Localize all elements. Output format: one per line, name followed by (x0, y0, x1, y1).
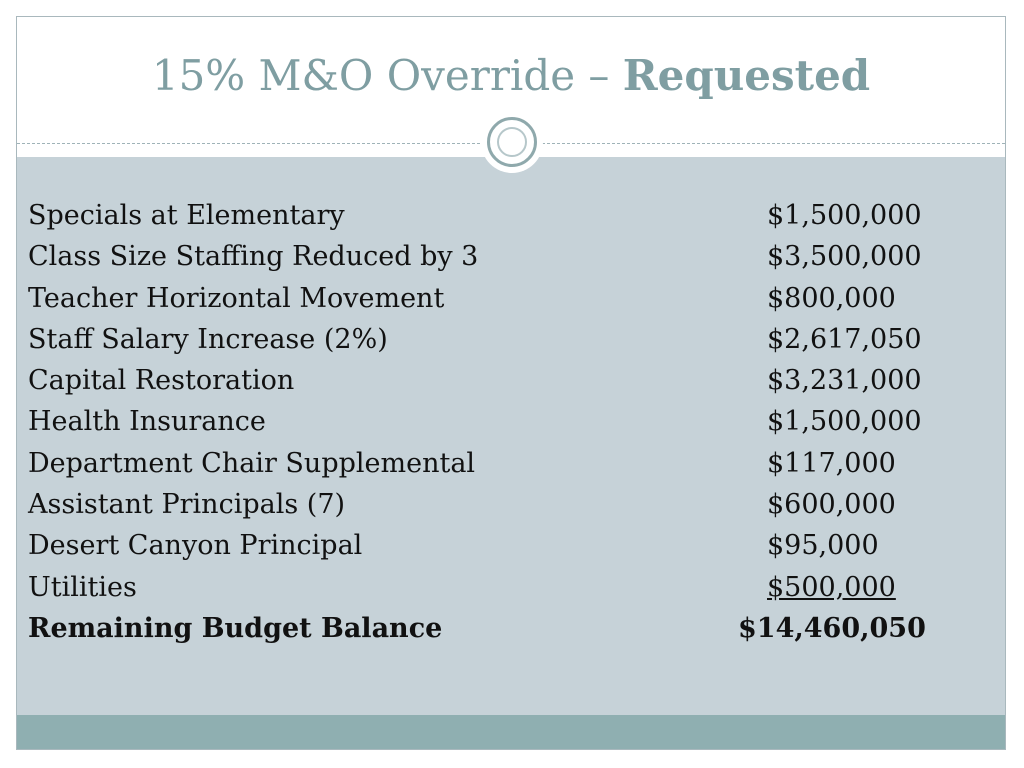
budget-row (28, 196, 948, 237)
budget-item-label: Health Insurance (28, 406, 266, 438)
title-regular: 15% M&O Override – (151, 51, 623, 100)
budget-total-label: Remaining Budget Balance (28, 612, 443, 644)
budget-row (28, 361, 948, 402)
budget-item-amount: $95,000 (767, 530, 879, 562)
budget-item-amount: $3,500,000 (767, 241, 922, 273)
budget-total-row (28, 609, 948, 650)
circle-ornament-inner (497, 127, 527, 157)
circle-ornament-icon (487, 117, 537, 167)
budget-row (28, 485, 948, 526)
budget-item-amount: $1,500,000 (767, 200, 922, 231)
budget-item-label: Class Size Staffing Reduced by 3 (28, 241, 479, 273)
budget-item-label: Desert Canyon Principal (28, 530, 363, 562)
budget-item-label: Teacher Horizontal Movement (28, 282, 445, 314)
bottom-band (17, 715, 1005, 750)
budget-list (28, 196, 948, 650)
budget-row (28, 402, 948, 443)
title-bold: Requested (622, 51, 871, 100)
budget-item-label: Utilities (28, 571, 137, 603)
budget-row (28, 568, 948, 609)
budget-row (28, 237, 948, 278)
budget-item-label: Assistant Principals (7) (28, 489, 346, 521)
budget-row (28, 526, 948, 567)
budget-item-label: Capital Restoration (28, 365, 295, 397)
budget-total-amount: $14,460,050 (738, 612, 926, 644)
budget-item-amount: $117,000 (767, 447, 896, 479)
budget-item-amount: $600,000 (767, 489, 896, 521)
budget-item-amount: $3,231,000 (767, 365, 922, 397)
budget-item-label: Department Chair Supplemental (28, 447, 476, 479)
budget-row (28, 444, 948, 485)
budget-row (28, 279, 948, 320)
budget-item-amount: $1,500,000 (767, 406, 922, 438)
budget-row (28, 320, 948, 361)
slide-title (17, 51, 1005, 100)
budget-item-amount: $800,000 (767, 282, 896, 314)
budget-item-amount: $500,000 (767, 571, 896, 603)
budget-item-label: Staff Salary Increase (2%) (28, 323, 388, 355)
budget-item-label: Specials at Elementary (28, 200, 345, 231)
budget-item-amount: $2,617,050 (767, 323, 922, 355)
